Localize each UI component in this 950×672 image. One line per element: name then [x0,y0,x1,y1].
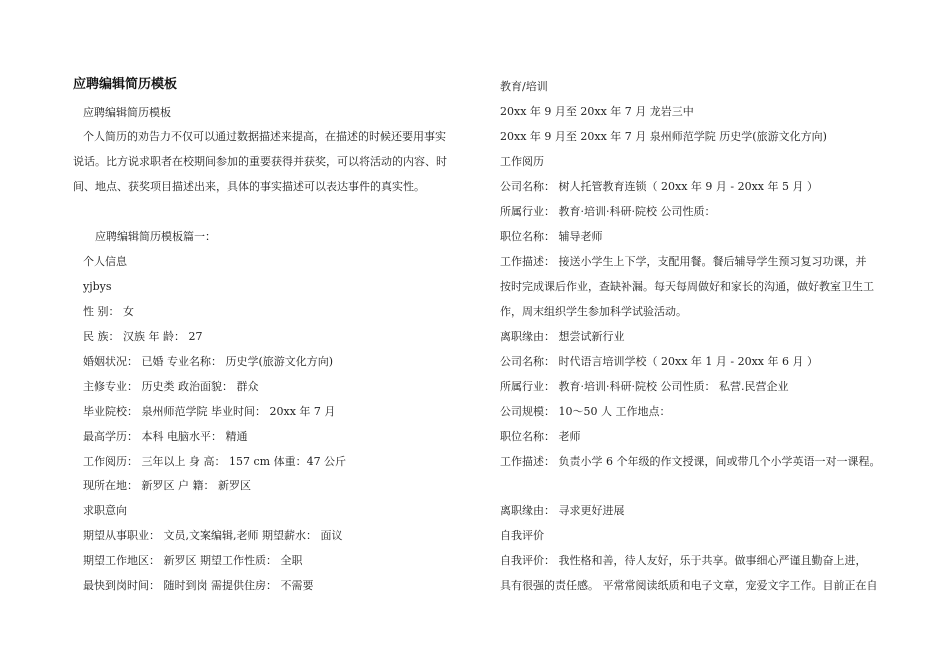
section-label-self-evaluation: 自我评价 [500,529,544,542]
info-line: 现所在地： 新罗区 户 籍： 新罗区 [83,479,251,492]
info-line: 最快到岗时间： 随时到岗 需提供住房： 不需要 [83,579,314,592]
info-line: 工作描述： 接送小学生上下学，支配用餐。餐后辅导学生预习复习功课，并 [500,255,867,268]
info-line: 最高学历： 本科 电脑水平： 精通 [83,430,248,443]
info-line: 职位名称： 老师 [500,430,581,443]
info-line: yjbys [83,280,112,293]
subtitle: 应聘编辑简历模板 [83,106,171,119]
section-label-work-experience: 工作阅历 [500,155,544,168]
intro-line: 说话。比方说求职者在校期间参加的重要获得并获奖，可以将活动的内容、时 [73,155,447,168]
section-label-job-intention: 求职意向 [83,504,127,517]
info-line: 婚姻状况： 已婚 专业名称： 历史学(旅游文化方向) [83,355,334,368]
info-line: 主修专业： 历史类 政治面貌： 群众 [83,380,259,393]
info-line: 期望工作地区： 新罗区 期望工作性质： 全职 [83,554,303,567]
info-line: 离职缘由： 想尝试新行业 [500,330,625,343]
intro-line: 个人简历的劝告力不仅可以通过数据描述来提高，在描述的时候还要用事实 [83,130,446,143]
info-line: 按时完成课后作业，查缺补漏。每天每周做好和家长的沟通，做好教室卫生工 [500,280,874,293]
info-line: 民 族： 汉族 年 龄： 27 [83,330,203,343]
info-line: 自我评价： 我性格和善，待人友好，乐于共享。做事细心严谨且勤奋上进， [500,554,867,567]
info-line: 所属行业： 教育·培训·科研·院校 公司性质： 私营.民营企业 [500,380,789,393]
info-line: 20xx 年 9 月至 20xx 年 7 月 泉州师范学院 历史学(旅游文化方向) [500,130,827,143]
info-line: 具有很强的责任感。 平常常阅读纸质和电子文章，宠爱文字工作。目前正在自 [500,579,878,592]
info-line: 毕业院校： 泉州师范学院 毕业时间： 20xx 年 7 月 [83,405,336,418]
info-line: 公司名称： 树人托管教育连锁（ 20xx 年 9 月 - 20xx 年 5 月 ） [500,180,818,193]
info-line: 职位名称： 辅导老师 [500,230,603,243]
section-label-personal-info: 个人信息 [83,255,127,268]
info-line: 作，周末组织学生参加科学试验活动。 [500,305,687,318]
info-line: 期望从事职业： 文员,文案编辑,老师 期望薪水： 面议 [83,529,343,542]
info-line: 20xx 年 9 月至 20xx 年 7 月 龙岩三中 [500,105,694,118]
info-line: 工作阅历： 三年以上 身 高： 157 cm 体重：47 公斤 [83,455,347,468]
intro-line: 间、地点、获奖项目描述出来，具体的事实描述可以表达事件的真实性。 [73,180,425,193]
info-line: 公司名称： 时代语言培训学校（ 20xx 年 1 月 - 20xx 年 6 月 ） [500,355,818,368]
info-line: 工作描述： 负责小学 6 个年级的作文授课，间或带几个小学英语一对一课程。 [500,455,881,468]
info-line: 所属行业： 教育·培训·科研·院校 公司性质： [500,205,716,218]
section-heading: 应聘编辑简历模板篇一： [95,230,216,243]
info-line: 性 别： 女 [83,305,134,318]
page-title: 应聘编辑简历模板 [73,77,178,92]
section-label-education: 教育/培训 [500,80,548,93]
info-line: 公司规模： 10～50 人 工作地点： [500,405,671,418]
info-line: 离职缘由： 寻求更好进展 [500,504,625,517]
